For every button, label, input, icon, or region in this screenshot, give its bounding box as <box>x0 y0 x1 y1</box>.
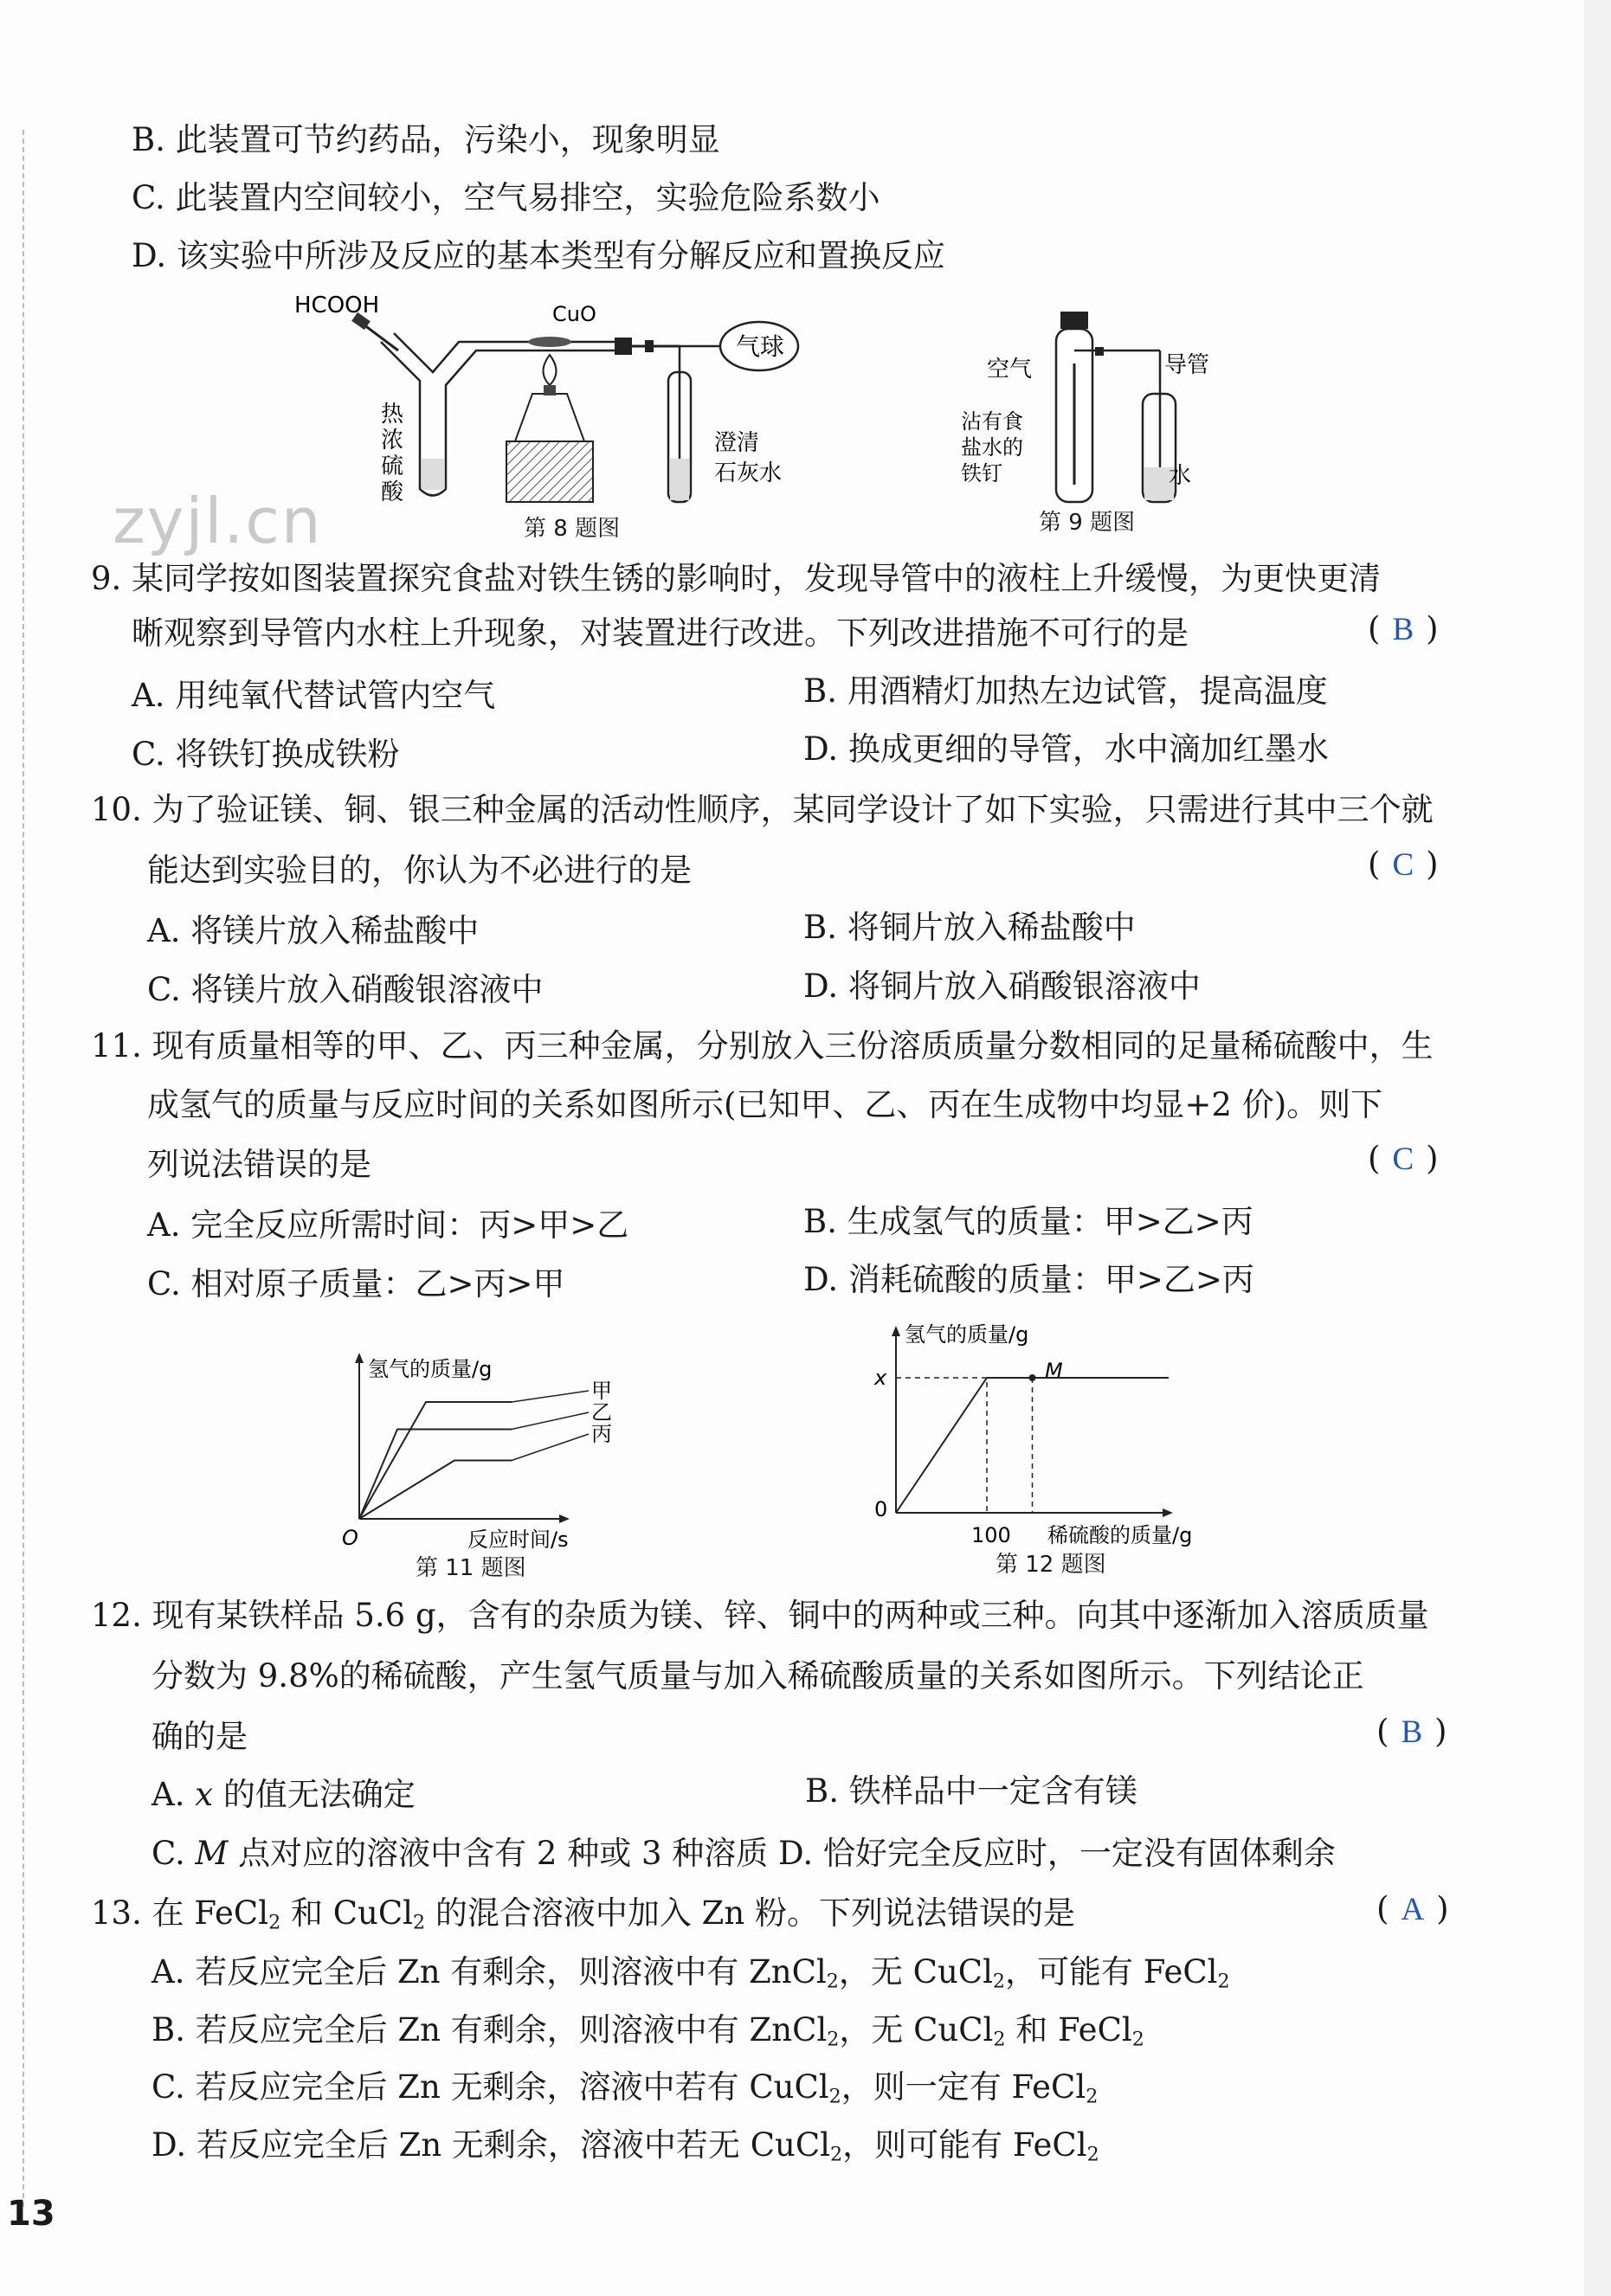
fig8-label-acid-2: 浓 <box>381 428 404 453</box>
fig9-label-water: 水 <box>1169 463 1192 489</box>
fig8-label-limewater-2: 石灰水 <box>714 460 783 486</box>
q11-answer: ( C ) <box>1368 1140 1439 1177</box>
fig12-xlabel: 稀硫酸的质量/g <box>1047 1523 1193 1547</box>
q9-stem-line1: 9. 某同学按如图装置探究食盐对铁生锈的影响时，发现导管中的液柱上升缓慢，为更快更清 <box>91 560 1382 597</box>
q11-option-d: D. 消耗硫酸的质量：甲>乙>丙 <box>803 1261 1254 1298</box>
q11-option-c: C. 相对原子质量：乙>丙>甲 <box>147 1265 565 1302</box>
fig11-series-yi-leader <box>512 1412 589 1430</box>
fig8-label-balloon: 气球 <box>736 332 785 361</box>
fig11-series-bing-leader <box>512 1434 589 1461</box>
q9-option-a: A. 用纯氧代替试管内空气 <box>132 677 496 714</box>
q9-answer: ( B ) <box>1368 610 1439 647</box>
watermark: zyjl.cn <box>113 485 323 557</box>
fig8-label-limewater-1: 澄清 <box>714 430 760 456</box>
fig12-point-label-m: M <box>1045 1359 1063 1383</box>
figure-12-caption: 第 12 题图 <box>996 1552 1106 1578</box>
figure-9-apparatus <box>952 312 1247 511</box>
fig9-label-nail-3: 铁钉 <box>961 461 1002 486</box>
fig8-label-acid-4: 酸 <box>381 479 404 505</box>
q10-option-b: B. 将铜片放入稀盐酸中 <box>803 909 1136 946</box>
figure-11-caption: 第 11 题图 <box>416 1555 526 1581</box>
q11-stem-line3: 列说法错误的是 <box>147 1146 371 1183</box>
figure-12-chart <box>866 1315 1247 1549</box>
q11-stem-line1: 11. 现有质量相等的甲、乙、丙三种金属，分别放入三份溶质质量分数相同的足量稀硫酸中，生 <box>91 1027 1434 1064</box>
fig8-label-acid-1: 热 <box>381 402 404 428</box>
fig11-series-jia-leader <box>512 1391 589 1402</box>
q12-option-b: B. 铁样品中一定含有镁 <box>805 1772 1137 1810</box>
q13-answer: ( A ) <box>1376 1890 1449 1927</box>
fig11-series-bing-label: 丙 <box>591 1422 612 1446</box>
q13-option-b: B. 若反应完全后 Zn 有剩余，则溶液中有 ZnCl$_2$，无 CuCl$_2$ 和 FeCl$_2$ <box>151 2011 1144 2051</box>
q10-option-c: C. 将镁片放入硝酸银溶液中 <box>147 971 544 1008</box>
q13-stem: 13. 在 FeCl$_2$ 和 CuCl$_2$ 的混合溶液中加入 Zn 粉。下列说法错误的是 <box>91 1894 1075 1934</box>
fig12-x-tick-100: 100 <box>971 1523 1011 1547</box>
q10-stem-line2: 能达到实验目的，你认为不必进行的是 <box>147 852 692 889</box>
fig11-series-yi-label: 乙 <box>591 1400 612 1425</box>
q10-answer: ( C ) <box>1368 846 1439 883</box>
fig11-xlabel: 反应时间/s <box>467 1527 569 1552</box>
q12-stem-line1: 12. 现有某铁样品 5.6 g，含有的杂质为镁、锌、铜中的两种或三种。向其中逐渐加入溶质质量 <box>91 1597 1429 1634</box>
fig12-y-tick-x: x <box>874 1366 887 1390</box>
q11-option-b: B. 生成氢气的质量：甲>乙>丙 <box>803 1203 1253 1240</box>
q9-option-c: C. 将铁钉换成铁粉 <box>132 736 400 773</box>
page-number: 13 <box>7 2194 55 2234</box>
figure-8-apparatus <box>294 290 814 515</box>
fig12-ylabel: 氢气的质量/g <box>905 1322 1029 1347</box>
fig11-ylabel: 氢气的质量/g <box>368 1357 493 1381</box>
q13-option-d: D. 若反应完全后 Zn 无剩余，溶液中若无 CuCl$_2$，则可能有 FeCl$_2$ <box>151 2126 1099 2166</box>
q10-stem-line1: 10. 为了验证镁、铜、银三种金属的活动性顺序，某同学设计了如下实验，只需进行其中三个就 <box>91 791 1434 828</box>
q12-stem-line2: 分数为 9.8%的稀硫酸，产生氢气质量与加入稀硫酸质量的关系如图所示。下列结论正 <box>151 1657 1364 1695</box>
figure-11-chart <box>338 1346 623 1553</box>
q11-stem-line2: 成氢气的质量与反应时间的关系如图所示(已知甲、乙、丙在生成物中均显+2 价)。则下 <box>147 1086 1383 1123</box>
fig8-label-cuo: CuO <box>552 302 596 326</box>
q8-option-c: C. 此装置内空间较小，空气易排空，实验危险系数小 <box>132 179 880 216</box>
q9-option-b: B. 用酒精灯加热左边试管，提高温度 <box>803 672 1328 710</box>
q13-option-c: C. 若反应完全后 Zn 无剩余，溶液中若有 CuCl$_2$，则一定有 FeCl$_2$ <box>151 2068 1099 2108</box>
q13-option-a: A. 若反应完全后 Zn 有剩余，则溶液中有 ZnCl$_2$，无 CuCl$_2$，可能有 FeCl$_2$ <box>151 1953 1230 1993</box>
fig8-label-acid-3: 硫 <box>381 453 404 479</box>
figure-8-caption: 第 8 题图 <box>524 516 621 542</box>
fig11-origin: O <box>342 1526 358 1550</box>
q12-option-a: A. x 的值无法确定 <box>151 1776 416 1813</box>
q8-option-b: B. 此装置可节约药品，污染小，现象明显 <box>132 121 720 158</box>
fig9-label-tube: 导管 <box>1164 352 1210 378</box>
fig12-point-m <box>1029 1374 1036 1381</box>
q10-option-a: A. 将镁片放入稀盐酸中 <box>147 912 480 949</box>
fig9-label-air: 空气 <box>987 357 1033 383</box>
q9-option-d: D. 换成更细的导管，水中滴加红墨水 <box>803 730 1329 768</box>
fig8-label-hcooh: HCOOH <box>294 293 380 318</box>
q11-option-a: A. 完全反应所需时间：丙>甲>乙 <box>147 1206 629 1244</box>
q12-answer: ( B ) <box>1376 1713 1447 1750</box>
fig12-origin: 0 <box>874 1497 888 1521</box>
fig11-series-bing <box>359 1461 512 1520</box>
q12-stem-line3: 确的是 <box>151 1718 248 1755</box>
q12-option-c-d: C. M 点对应的溶液中含有 2 种或 3 种溶质 D. 恰好完全反应时，一定没有固体剩余 <box>151 1835 1336 1872</box>
fig9-label-nail-2: 盐水的 <box>961 435 1023 460</box>
q10-option-d: D. 将铜片放入硝酸银溶液中 <box>803 968 1201 1005</box>
figure-9-caption: 第 9 题图 <box>1039 510 1136 536</box>
q8-option-d: D. 该实验中所涉及反应的基本类型有分解反应和置换反应 <box>132 237 945 274</box>
fig9-label-nail-1: 沾有食 <box>961 409 1023 434</box>
q9-stem-line2: 晰观察到导管内水柱上升现象，对装置进行改进。下列改进措施不可行的是 <box>132 614 1189 652</box>
binding-margin-line <box>23 130 24 2207</box>
fig11-series-jia-label: 甲 <box>591 1379 612 1403</box>
